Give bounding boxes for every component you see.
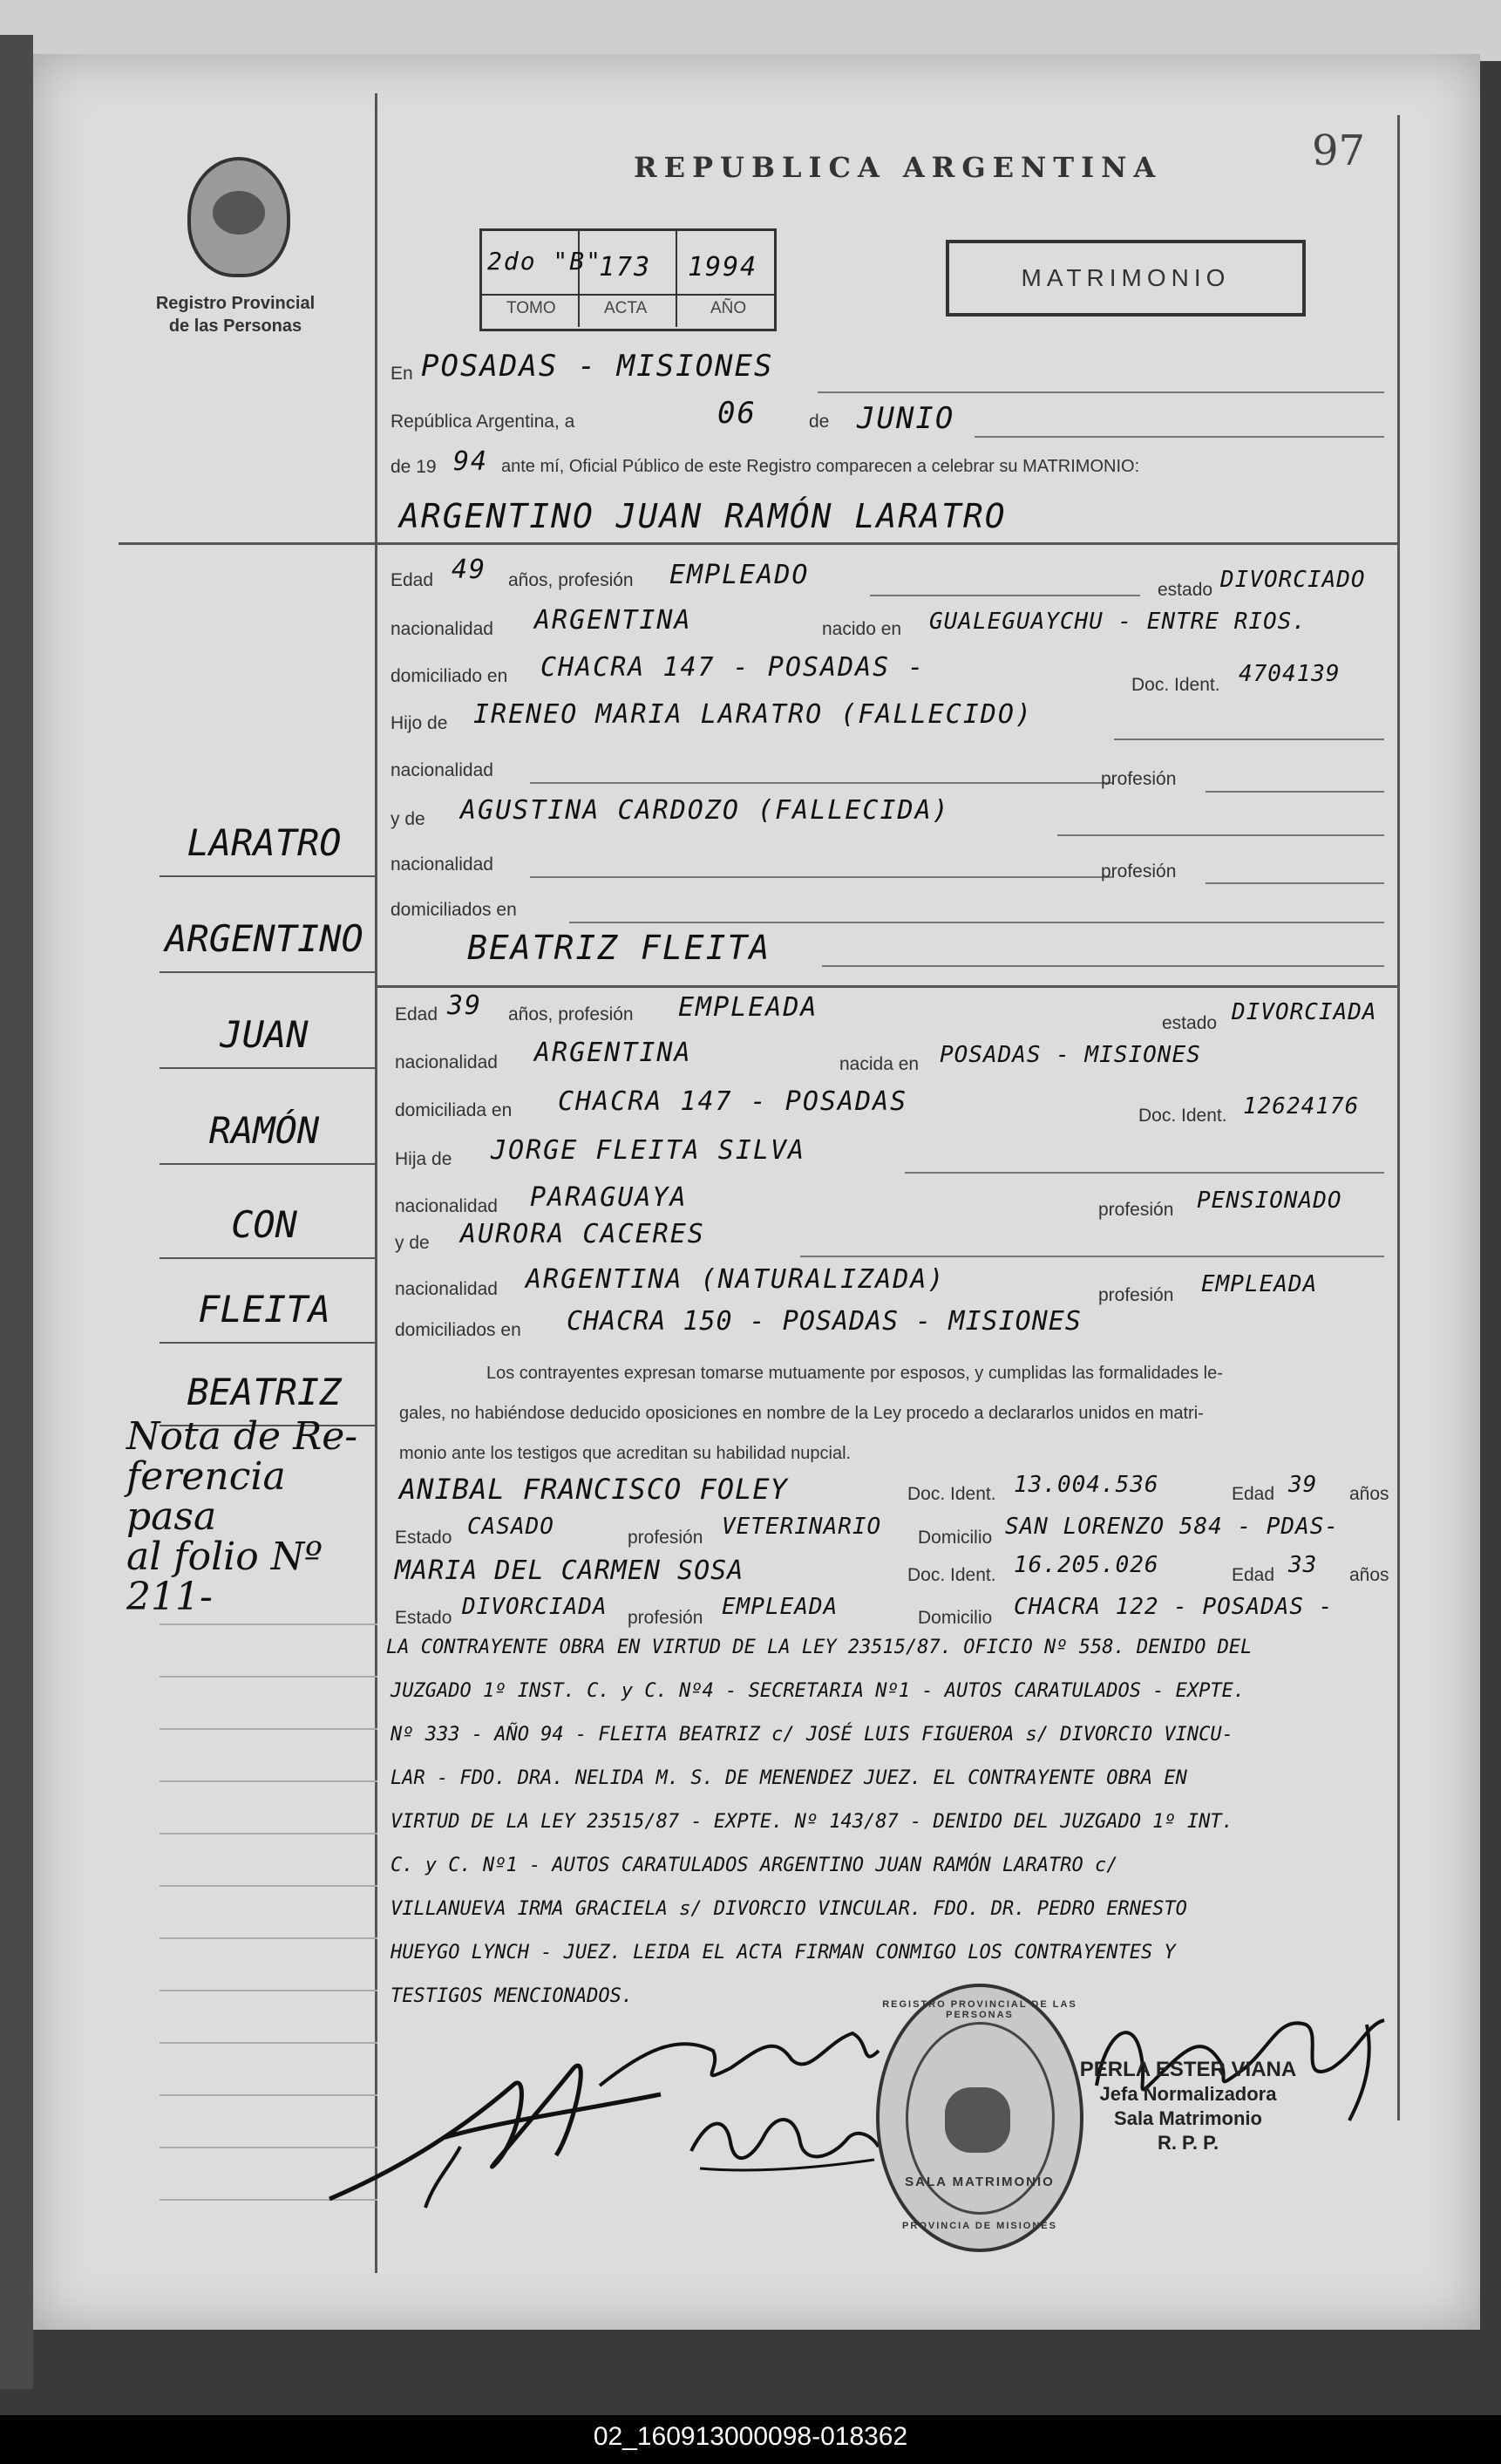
observation-line-6: C. y C. Nº1 - AUTOS CARATULADOS ARGENTINO JUAN RAMÓN LARATRO c/ — [391, 1855, 1118, 1876]
bride-status: DIVORCIADA — [1232, 999, 1377, 1025]
official-title-1: Jefa Normalizadora — [1099, 2083, 1277, 2105]
margin-name-3: JUAN — [220, 1013, 309, 1056]
bride-age: 39 — [447, 990, 483, 1021]
groom-yde-label: y de — [391, 809, 425, 829]
margin-name-5: CON — [231, 1203, 297, 1246]
ano-label: AÑO — [710, 299, 747, 317]
groom-nac-label2: nacionalidad — [391, 760, 493, 780]
bride-prof-label2: profesión — [1098, 1200, 1174, 1220]
bride-edad-label: Edad — [395, 1004, 438, 1024]
tomo-label: TOMO — [506, 299, 556, 317]
groom-domiciliados-label: domiciliados en — [391, 900, 517, 920]
groom-status: DIVORCIADO — [1220, 567, 1366, 593]
witness-2-estado-label: Estado — [395, 1608, 452, 1628]
witness-2-status: DIVORCIADA — [462, 1594, 608, 1620]
register-page — [33, 54, 1480, 2330]
witness-1-address: SAN LORENZO 584 - PDAS- — [1005, 1514, 1340, 1540]
official-block — [1079, 2058, 1297, 2155]
bride-parents-address: CHACRA 150 - POSADAS - MISIONES — [567, 1306, 1082, 1337]
observation-line-2: JUZGADO 1º INST. C. y C. Nº4 - SECRETARIA Nº1 - AUTOS CARATULADOS - EXPTE. — [391, 1680, 1246, 1702]
margin-name-6: FLEITA — [198, 1288, 330, 1331]
groom-estado-label: estado — [1158, 580, 1213, 600]
witness-2-prof-label: profesión — [628, 1608, 703, 1628]
month-value: JUNIO — [857, 401, 955, 436]
witness-2-edad-label: Edad — [1232, 1565, 1275, 1585]
witness-1-prof-label: profesión — [628, 1528, 703, 1548]
witness-1-edad-label: Edad — [1232, 1484, 1275, 1504]
book-binding — [0, 35, 33, 2389]
bride-mother-nationality: ARGENTINA (NATURALIZADA) — [526, 1264, 946, 1295]
witness-2-age: 33 — [1288, 1552, 1318, 1578]
observation-line-9: TESTIGOS MENCIONADOS. — [391, 1985, 634, 2007]
margin-name-2: ARGENTINO — [165, 917, 363, 960]
stamp-bottom-text: PROVINCIA DE MISIONES — [902, 2221, 1057, 2231]
groom-address: CHACRA 147 - POSADAS - — [540, 652, 926, 683]
folio-number: 97 — [1312, 126, 1366, 175]
bride-domiciliada-label: domiciliada en — [395, 1100, 513, 1120]
witness-1-estado-label: Estado — [395, 1528, 452, 1548]
bride-father-nationality: PARAGUAYA — [530, 1182, 688, 1213]
registry-name: Registro Provincial de las Personas — [155, 294, 316, 336]
witness-1-doc-label: Doc. Ident. — [907, 1484, 996, 1504]
bride-estado-label: estado — [1162, 1013, 1218, 1033]
groom-birthplace: GUALEGUAYCHU - ENTRE RIOS. — [929, 609, 1307, 635]
observation-line-4: LAR - FDO. DRA. NELIDA M. S. DE MENENDEZ JUEZ. EL CONTRAYENTE OBRA EN — [391, 1767, 1187, 1789]
bride-yde-label: y de — [395, 1233, 430, 1253]
witness-signature-2 — [683, 2099, 883, 2186]
acta-label: ACTA — [604, 299, 648, 317]
bride-nac-label3: nacionalidad — [395, 1279, 498, 1299]
groom-prof-label2: profesión — [1101, 769, 1177, 789]
groom-profesion-label: años, profesión — [508, 570, 634, 590]
bride-mother: AURORA CACERES — [460, 1219, 705, 1249]
day-value: 06 — [717, 396, 757, 431]
groom-doc-label: Doc. Ident. — [1131, 675, 1220, 695]
observation-line-8: HUEYGO LYNCH - JUEZ. LEIDA EL ACTA FIRMAN CONMIGO LOS CONTRAYENTES Y — [391, 1942, 1176, 1964]
margin-name-7: BEATRIZ — [187, 1371, 342, 1413]
registry-seal-icon — [187, 157, 290, 277]
bride-profession: EMPLEADA — [678, 992, 818, 1023]
witness-2-name: MARIA DEL CARMEN SOSA — [395, 1555, 744, 1586]
reference-note: Nota de Re- ferencia pasa al folio Nº 211- — [126, 1414, 358, 1619]
margin-line-left — [375, 93, 377, 2273]
groom-age: 49 — [452, 555, 487, 585]
scan-background-top — [0, 0, 1501, 61]
bride-nationality: ARGENTINA — [534, 1038, 692, 1068]
witness-1-age: 39 — [1288, 1472, 1318, 1498]
observation-line-3: Nº 333 - AÑO 94 - FLEITA BEATRIZ c/ JOSÉ LUIS FIGUEROA s/ DIVORCIO VINCU- — [391, 1724, 1233, 1746]
republica-label: República Argentina, a — [391, 412, 575, 432]
bride-father: JORGE FLEITA SILVA — [491, 1135, 806, 1166]
witness-2-dom-label: Domicilio — [918, 1608, 993, 1628]
witness-1-doc: 13.004.536 — [1014, 1472, 1159, 1498]
witness-1-dom-label: Domicilio — [918, 1528, 993, 1548]
tomo-value: 2do "B" — [487, 247, 603, 276]
groom-domiciliado-label: domiciliado en — [391, 666, 508, 686]
bride-doc-label: Doc. Ident. — [1138, 1106, 1227, 1126]
bride-father-profession: PENSIONADO — [1197, 1188, 1342, 1214]
bride-nac-label2: nacionalidad — [395, 1196, 498, 1216]
bride-prof-label3: profesión — [1098, 1285, 1174, 1305]
bride-nacida-label: nacida en — [839, 1054, 920, 1074]
year-prefix: de 19 — [391, 457, 437, 477]
witness-1-profession: VETERINARIO — [722, 1514, 882, 1540]
year-suffix: 94 — [453, 446, 489, 477]
witness-2-address: CHACRA 122 - POSADAS - — [1014, 1594, 1334, 1620]
bride-domiciliados-label: domiciliados en — [395, 1320, 521, 1340]
groom-hijo-label: Hijo de — [391, 713, 448, 733]
record-type-box: MATRIMONIO — [946, 240, 1306, 317]
witness-1-name: ANIBAL FRANCISCO FOLEY — [399, 1473, 788, 1506]
witness-1-anos-label: años — [1349, 1484, 1389, 1504]
bride-birthplace: POSADAS - MISIONES — [940, 1042, 1201, 1068]
official-name: PERLA ESTER VIANA — [1079, 2058, 1297, 2081]
witness-2-anos-label: años — [1349, 1565, 1389, 1585]
groom-father: IRENEO MARIA LARATRO (FALLECIDO) — [473, 699, 1033, 730]
bride-doc: 12624176 — [1243, 1093, 1360, 1120]
ano-value: 1994 — [688, 252, 758, 282]
observation-line-7: VILLANUEVA IRMA GRACIELA s/ DIVORCIO VINCULAR. FDO. DR. PEDRO ERNESTO — [391, 1898, 1187, 1920]
witness-1-status: CASADO — [467, 1514, 554, 1540]
bride-nacionalidad-label: nacionalidad — [395, 1052, 498, 1072]
observation-line-5: VIRTUD DE LA LEY 23515/87 - EXPTE. Nº 143/87 - DENIDO DEL JUZGADO 1º INT. — [391, 1811, 1233, 1833]
official-title-2: Sala Matrimonio — [1114, 2107, 1262, 2129]
groom-profession: EMPLEADO — [669, 560, 810, 590]
groom-name: ARGENTINO JUAN RAMÓN LARATRO — [399, 497, 1007, 535]
groom-nacido-label: nacido en — [822, 619, 902, 639]
groom-prof-label3: profesión — [1101, 861, 1177, 881]
groom-nac-label3: nacionalidad — [391, 854, 493, 875]
groom-edad-label: Edad — [391, 570, 434, 590]
declaration-line-2: gales, no habiéndose deducido oposiciones en nombre de la Ley procedo a declararlos unidos en matri- — [399, 1404, 1204, 1423]
stamp-portrait-icon — [945, 2087, 1010, 2153]
witness-2-doc: 16.205.026 — [1014, 1552, 1159, 1578]
declaration-line-3: monio ante los testigos que acreditan su habilidad nupcial. — [399, 1444, 852, 1463]
official-stamp — [876, 1984, 1083, 2252]
statement: ante mí, Oficial Público de este Registro comparecen a celebrar su MATRIMONIO: — [501, 457, 1140, 476]
de-label: de — [809, 412, 830, 432]
bride-mother-profession: EMPLEADA — [1201, 1271, 1318, 1297]
official-title-3: R. P. P. — [1157, 2132, 1219, 2154]
bride-profesion-label: años, profesión — [508, 1004, 634, 1024]
record-number-box — [479, 228, 777, 331]
bride-name: BEATRIZ FLEITA — [467, 929, 771, 967]
declaration-line-1: Los contrayentes expresan tomarse mutuamente por esposos, y cumplidas las formalidades le- — [486, 1364, 1223, 1383]
groom-mother: AGUSTINA CARDOZO (FALLECIDA) — [460, 795, 950, 826]
groom-nationality: ARGENTINA — [534, 605, 692, 636]
en-label: En — [391, 364, 413, 384]
margin-name-1: LARATRO — [187, 821, 342, 864]
witness-signature-1 — [591, 2016, 887, 2112]
image-caption: 02_160913000098-018362 — [593, 2422, 908, 2451]
stamp-inner-text: SALA MATRIMONIO — [905, 2175, 1055, 2189]
margin-line-right — [1397, 115, 1400, 2120]
bride-address: CHACRA 147 - POSADAS — [558, 1086, 908, 1117]
groom-nacionalidad-label: nacionalidad — [391, 619, 493, 639]
place-value: POSADAS - MISIONES — [421, 349, 774, 384]
margin-name-4: RAMÓN — [208, 1109, 320, 1152]
country-title: REPUBLICA ARGENTINA — [634, 151, 1163, 184]
observation-line-1: LA CONTRAYENTE OBRA EN VIRTUD DE LA LEY 23515/87. OFICIO Nº 558. DENIDO DEL — [386, 1637, 1253, 1658]
witness-2-doc-label: Doc. Ident. — [907, 1565, 996, 1585]
bride-hija-label: Hija de — [395, 1149, 452, 1169]
acta-value: 173 — [599, 252, 652, 282]
groom-doc: 4704139 — [1239, 661, 1341, 687]
stamp-ring-text: REGISTRO PROVINCIAL DE LAS PERSONAS — [882, 1999, 1077, 2020]
witness-2-profession: EMPLEADA — [722, 1594, 839, 1620]
